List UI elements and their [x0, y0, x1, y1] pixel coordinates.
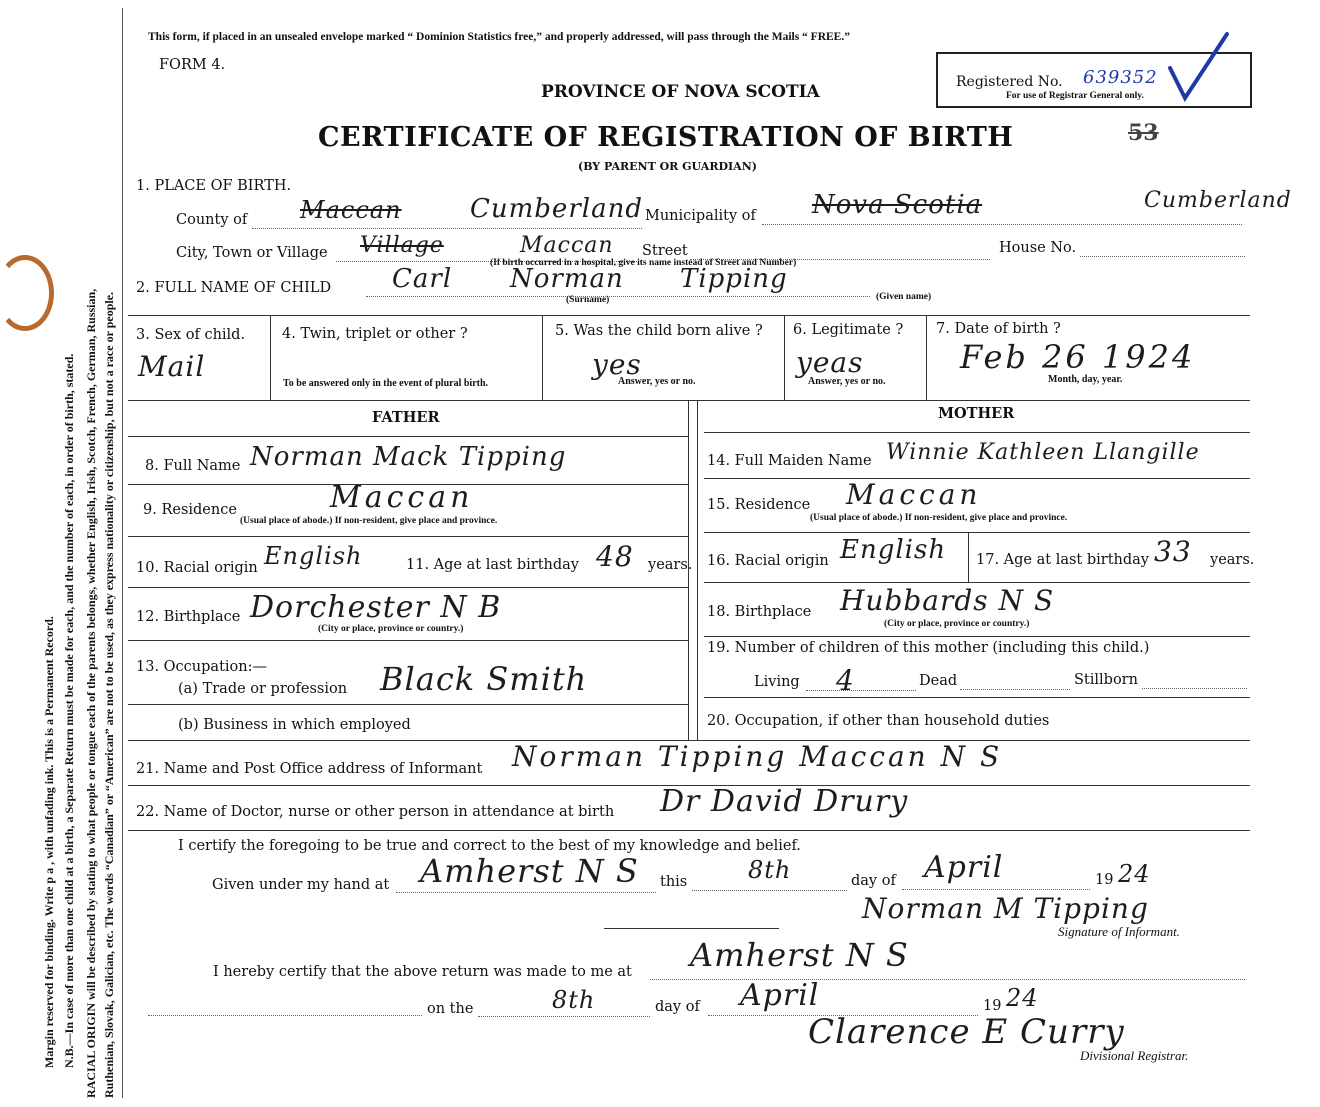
certify-statement: I certify the foregoing to be true and correct to the best of my knowledge and belief.: [178, 838, 801, 854]
born-alive-value: yes: [592, 348, 642, 381]
given-year-prefix: 19: [1095, 872, 1114, 888]
twin-label: 4. Twin, triplet or other ?: [282, 326, 468, 342]
margin-note-racial-origin-2: Ruthenian, Slovak, Galician, etc. The words “Canadian” or “American” are not to be used, as they express nationality or citizenship, but not a race or people.: [102, 291, 116, 1098]
legitimate-value: yeas: [796, 346, 864, 379]
legitimate-label: 6. Legitimate ?: [793, 322, 904, 338]
father-race-label: 10. Racial origin: [136, 560, 258, 576]
registrar-place-value: Amherst N S: [690, 936, 909, 974]
mother-birthplace-note: (City or place, province or country.): [884, 619, 1030, 629]
registrar-year-prefix: 19: [983, 998, 1002, 1014]
informant-signature: Norman M Tipping: [862, 892, 1149, 925]
municipality-label: Municipality of: [645, 208, 756, 224]
father-trade-label: (a) Trade or profession: [178, 681, 348, 697]
registrar-statement: I hereby certify that the above return was made to me at: [213, 964, 632, 980]
living-value: 4: [836, 664, 855, 697]
registrar-year-value: 24: [1006, 984, 1039, 1012]
born-alive-label: 5. Was the child born alive ?: [555, 323, 763, 339]
father-years: years.: [648, 557, 693, 573]
father-trade-value: Black Smith: [380, 660, 588, 698]
father-age-label: 11. Age at last birthday: [406, 557, 579, 573]
county-label: County of: [176, 212, 248, 228]
stamp-mark: 53: [1128, 120, 1159, 146]
date-of-birth-label: 7. Date of birth ?: [936, 321, 1061, 337]
mother-age-value: 33: [1154, 535, 1192, 568]
sex-label: 3. Sex of child.: [136, 327, 246, 343]
county-struck-value: Maccan: [300, 196, 402, 224]
mother-age-label: 17. Age at last birthday: [976, 552, 1149, 568]
mother-residence-value: Maccan: [846, 478, 982, 511]
margin-note-binding: Margin reserved for binding. Write p a , with unfading ink. This is a Permanent Record.: [42, 616, 56, 1068]
registrar-month-value: April: [740, 978, 820, 1013]
mother-occupation-label: 20. Occupation, if other than household duties: [707, 713, 1050, 729]
given-name-caption: (Given name): [876, 292, 932, 302]
given-place-value: Amherst N S: [420, 852, 639, 890]
mother-children-label: 19. Number of children of this mother (including this child.): [707, 640, 1150, 656]
child-middle-name: Norman: [510, 264, 624, 294]
binding-ring: [0, 255, 54, 331]
margin-rule: [122, 8, 123, 1098]
margin-note-racial-origin: RACIAL ORIGIN will be described by stating to what people or tongue each of the parents belongs, whether English, Irish, Scotch, French, German, Russian,: [84, 288, 98, 1098]
mother-race-label: 16. Racial origin: [707, 553, 829, 569]
informant-signature-label: Signature of Informant.: [1058, 924, 1180, 939]
father-name-value: Norman Mack Tipping: [250, 442, 567, 472]
given-day-value: 8th: [748, 856, 792, 884]
registrar-signature-label: Divisional Registrar.: [1080, 1048, 1189, 1063]
registered-number: 639352: [1083, 67, 1158, 88]
mother-residence-label: 15. Residence: [707, 497, 811, 513]
surname-caption: (Surname): [566, 295, 610, 305]
given-month-value: April: [924, 850, 1004, 885]
house-label: House No.: [999, 240, 1077, 256]
city-struck-value: Village: [360, 233, 444, 258]
registered-label: Registered No.: [956, 74, 1063, 90]
legitimate-note: Answer, yes or no.: [808, 376, 886, 387]
mother-birthplace-label: 18. Birthplace: [707, 604, 812, 620]
doctor-label: 22. Name of Doctor, nurse or other person in attendance at birth: [136, 804, 615, 820]
dead-label: Dead: [919, 673, 958, 689]
street-label: Street: [642, 243, 688, 259]
registrar-use-note: For use of Registrar General only.: [1006, 91, 1144, 101]
child-name-label: 2. FULL NAME OF CHILD: [136, 280, 332, 296]
father-birthplace-note: (City or place, province or country.): [318, 624, 464, 634]
father-business-label: (b) Business in which employed: [178, 717, 411, 733]
city-value: Maccan: [520, 233, 614, 258]
given-under-label: Given under my hand at: [212, 877, 390, 893]
father-heading: FATHER: [372, 409, 440, 426]
stillborn-label: Stillborn: [1074, 672, 1138, 688]
father-birthplace-label: 12. Birthplace: [136, 609, 241, 625]
county-value: Cumberland: [470, 194, 643, 224]
living-label: Living: [754, 674, 800, 690]
mother-race-value: English: [840, 535, 947, 565]
municipality-struck-value: Nova Scotia: [812, 190, 983, 220]
father-birthplace-value: Dorchester N B: [250, 590, 502, 625]
father-occupation-label: 13. Occupation:—: [136, 659, 267, 675]
father-name-label: 8. Full Name: [145, 458, 241, 474]
father-residence-value: Maccan: [330, 480, 474, 515]
registrar-day-value: 8th: [552, 986, 596, 1014]
informant-label: 21. Name and Post Office address of Informant: [136, 761, 483, 777]
province-heading: PROVINCE OF NOVA SCOTIA: [541, 82, 820, 102]
mother-name-value: Winnie Kathleen Llangille: [886, 440, 1200, 465]
municipality-value: Cumberland: [1144, 188, 1292, 213]
registrar-signature: Clarence E Curry: [808, 1012, 1125, 1052]
mother-years: years.: [1210, 552, 1255, 568]
certificate-title: CERTIFICATE OF REGISTRATION OF BIRTH: [318, 122, 1014, 153]
father-residence-label: 9. Residence: [143, 502, 237, 518]
this-label: this: [660, 874, 688, 890]
father-race-value: English: [264, 542, 363, 570]
mother-name-label: 14. Full Maiden Name: [707, 453, 872, 469]
date-of-birth-value: Feb 26 1924: [960, 338, 1196, 376]
hospital-note: (If birth occurred in a hospital, give its name instead of Street and Number): [490, 258, 797, 268]
father-residence-note: (Usual place of abode.) If non-resident, give place and province.: [240, 516, 498, 526]
child-surname: Tipping: [680, 264, 788, 294]
mother-birthplace-value: Hubbards N S: [840, 584, 1055, 617]
day-of-label: day of: [851, 873, 896, 889]
form-number: FORM 4.: [159, 57, 226, 73]
date-of-birth-note: Month, day, year.: [1048, 374, 1123, 385]
registrar-day-of-label: day of: [655, 999, 700, 1015]
doctor-value: Dr David Drury: [660, 784, 909, 819]
twin-note: To be answered only in the event of plural birth.: [283, 378, 489, 389]
postal-notice: This form, if placed in an unsealed envelope marked “ Dominion Statistics free,” and properly addressed, will pass through the Mails “ FREE.”: [148, 31, 850, 43]
given-year-value: 24: [1118, 860, 1151, 888]
place-of-birth-label: 1. PLACE OF BIRTH.: [136, 178, 292, 194]
informant-value: Norman Tipping Maccan N S: [512, 740, 1003, 773]
sex-value: Mail: [138, 350, 206, 383]
child-given-name: Carl: [392, 264, 453, 294]
city-label: City, Town or Village: [176, 245, 328, 261]
father-age-value: 48: [596, 540, 634, 573]
certificate-subtitle: (BY PARENT OR GUARDIAN): [578, 160, 757, 173]
margin-note-multiple-births: N.B.—In case of more than one child at a birth, a Separate Return must be made for each, and the number of each, in order of birth, stated.: [62, 353, 76, 1068]
mother-residence-note: (Usual place of abode.) If non-resident, give place and province.: [810, 513, 1068, 523]
check-mark-icon: [1165, 28, 1235, 108]
mother-heading: MOTHER: [938, 405, 1015, 422]
on-the-label: on the: [427, 1001, 474, 1017]
born-alive-note: Answer, yes or no.: [618, 376, 696, 387]
